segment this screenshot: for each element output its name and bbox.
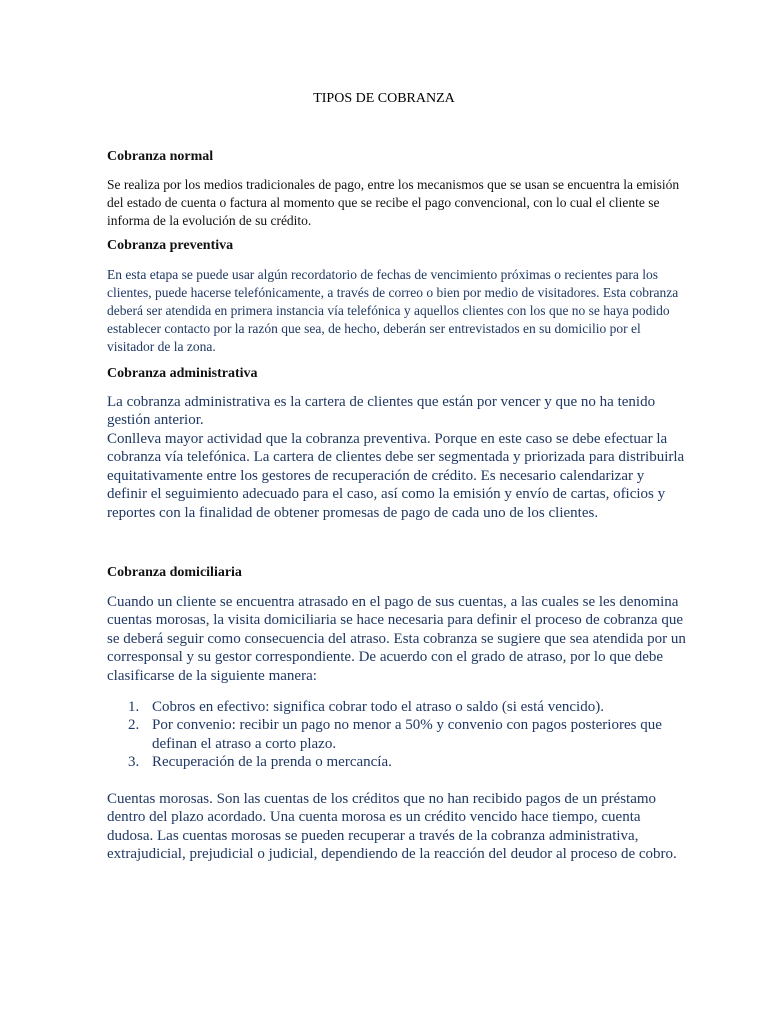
list-item-number: 3. [128, 754, 140, 771]
document-title: TIPOS DE COBRANZA [313, 91, 455, 106]
section-paragraph-cobranza-preventiva: En esta etapa se puede usar algún recordatorio de fechas de vencimiento próximas o recientes para los clientes, puede hacerse telefónicamente, a través de correo o bien por medio de visitadores. Esta cobranza deberá ser atendida en primera instancia vía telefónica y aquellos clientes con los que no se haya podido establecer contacto por la razón que sea, de hecho, deberán ser entrevistados en su domicilio por el visitador de la zona. [107, 267, 679, 354]
list-item [107, 716, 687, 753]
section-heading-cobranza-domiciliaria: Cobranza domiciliaria [107, 565, 242, 580]
section-paragraph-admin-detail: Conlleva mayor actividad que la cobranza preventiva. Porque en este caso se debe efectuar la cobranza vía telefónica. La cartera de clientes debe ser segmentada y priorizada para distribuirla equitativamente entre los gestores de recuperación de crédito. Es necesario calendarizar y definir el seguimiento adecuado para el caso, así como la emisión y envío de cartas, oficios y reportes con la finalidad de obtener promesas de pago de cada uno de los clientes. [107, 431, 685, 521]
section-paragraph-domiciliaria: Cuando un cliente se encuentra atrasado en el pago de sus cuentas, a las cuales se les denomina cuentas morosas, la visita domiciliaria se hace necesaria para definir el proceso de cobranza que se deberá seguir como consecuencia del atraso. Esta cobranza se sugiere que sea atendida por un corresponsal y su gestor correspondiente. De acuerdo con el grado de atraso, por lo que debe clasificarse de la siguiente manera: [107, 594, 686, 684]
list-item-text: Cobros en efectivo: significa cobrar todo el atraso o saldo (si está vencido). [152, 699, 604, 715]
list-item-number: 2. [128, 717, 140, 734]
list-item [107, 753, 687, 771]
section-heading-cobranza-normal: Cobranza normal [107, 149, 214, 164]
list-item-text: Por convenio: recibir un pago no menor a 50% y convenio con pagos posteriores que definan el atraso a corto plazo. [152, 717, 662, 752]
list-item [107, 698, 687, 716]
section-paragraph-cobranza-normal: Se realiza por los medios tradicionales de pago, entre los mecanismos que se usan se encuentra la emisión del estado de cuenta o factura al momento que se recibe el pago convencional, con lo cual el cliente se informa de la evolución de su crédito. [107, 177, 680, 228]
section-paragraph-admin-intro: La cobranza administrativa es la cartera de clientes que están por vencer y que no ha tenido gestión anterior. [107, 394, 656, 429]
section-paragraph-cuentas-morosas: Cuentas morosas. Son las cuentas de los créditos que no han recibido pagos de un préstamo dentro del plazo acordado. Una cuenta morosa es un crédito vencido hace tiempo, cuenta dudosa. Las cuentas morosas se pueden recuperar a través de la cobranza administrativa, extrajudicial, prejudicial o judicial, dependiendo de la reacción del deudor al proceso de cobro. [107, 791, 677, 863]
section-heading-cobranza-administrativa: Cobranza administrativa [107, 366, 258, 381]
section-heading-cobranza-preventiva: Cobranza preventiva [107, 238, 234, 253]
list-item-number: 1. [128, 699, 140, 715]
list-item-text: Recuperación de la prenda o mercancía. [152, 754, 392, 771]
numbered-list [107, 698, 687, 772]
